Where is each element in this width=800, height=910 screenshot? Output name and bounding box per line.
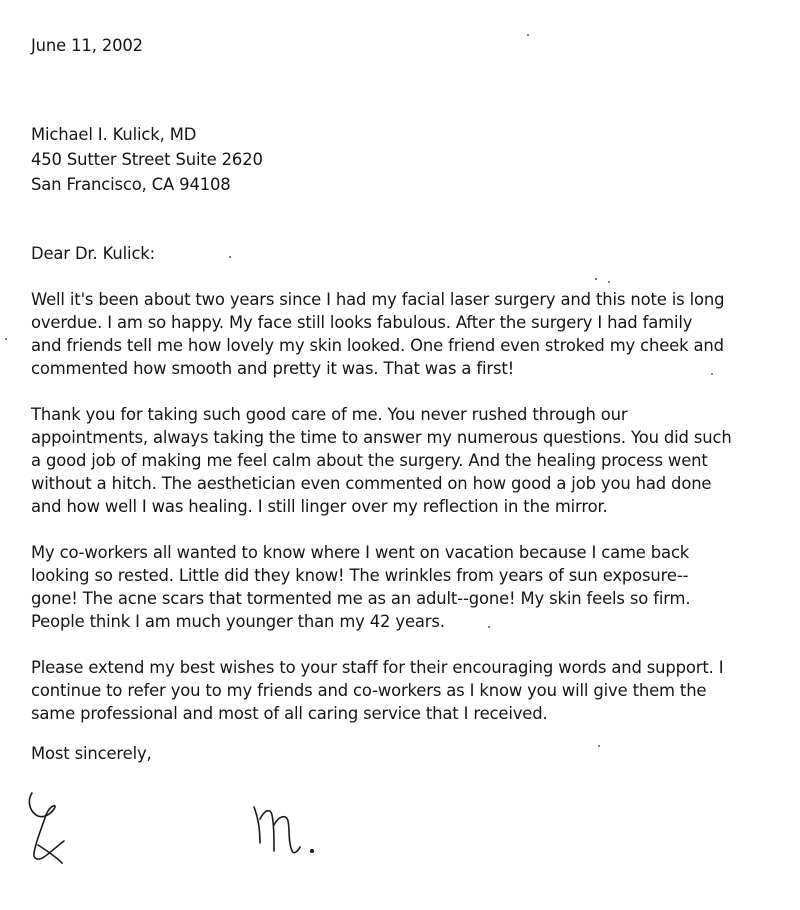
scan-speck xyxy=(608,281,610,283)
paragraph-2-line-2: appointments, always taking the time to answer my numerous questions. You did such xyxy=(31,428,732,447)
scan-speck xyxy=(229,256,231,258)
paragraph-1-line-4: commented how smooth and pretty it was. That was a first! xyxy=(31,359,515,378)
scan-speck xyxy=(595,278,597,280)
recipient-city: San Francisco, CA 94108 xyxy=(31,175,231,194)
handwritten-signature xyxy=(24,785,324,885)
paragraph-3-line-3: gone! The acne scars that tormented me as an adult--gone! My skin feels so firm. xyxy=(31,589,691,608)
recipient-street: 450 Sutter Street Suite 2620 xyxy=(31,150,263,169)
paragraph-4-line-3: same professional and most of all caring service that I received. xyxy=(31,704,548,723)
recipient-name: Michael I. Kulick, MD xyxy=(31,125,197,144)
paragraph-2-line-5: and how well I was healing. I still linger over my reflection in the mirror. xyxy=(31,497,608,516)
signature-stroke-l-tail xyxy=(38,845,62,863)
signature-stroke-l xyxy=(29,793,64,859)
paragraph-2-line-4: without a hitch. The aesthetician even commented on how good a job you had done xyxy=(31,474,712,493)
scan-speck xyxy=(527,34,529,36)
paragraph-2-line-3: a good job of making me feel calm about the surgery. And the healing process went xyxy=(31,451,708,470)
paragraph-1-line-3: and friends tell me how lovely my skin looked. One friend even stroked my cheek and xyxy=(31,336,724,355)
paragraph-4-line-1: Please extend my best wishes to your staff for their encouraging words and support. I xyxy=(31,658,724,677)
letter-date: June 11, 2002 xyxy=(31,36,143,55)
paragraph-4-line-2: continue to refer you to my friends and co-workers as I know you will give them the xyxy=(31,681,707,700)
paragraph-3-line-1: My co-workers all wanted to know where I went on vacation because I came back xyxy=(31,543,690,562)
paragraph-1-line-1: Well it's been about two years since I had my facial laser surgery and this note is long xyxy=(31,290,725,309)
paragraph-1-line-2: overdue. I am so happy. My face still looks fabulous. After the surgery I had family xyxy=(31,313,693,332)
paragraph-2-line-1: Thank you for taking such good care of me. You never rushed through our xyxy=(31,405,628,424)
salutation: Dear Dr. Kulick: xyxy=(31,244,156,263)
paragraph-3-line-4: People think I am much younger than my 42 years. xyxy=(31,612,445,631)
paragraph-3-line-2: looking so rested. Little did they know! The wrinkles from years of sun exposure-- xyxy=(31,566,689,585)
signature-stroke-m xyxy=(254,807,300,853)
scan-speck xyxy=(598,745,600,747)
scan-speck xyxy=(711,373,713,375)
closing: Most sincerely, xyxy=(31,744,152,763)
signature-period xyxy=(311,850,313,852)
scan-speck xyxy=(488,626,490,628)
scan-speck xyxy=(5,338,7,340)
